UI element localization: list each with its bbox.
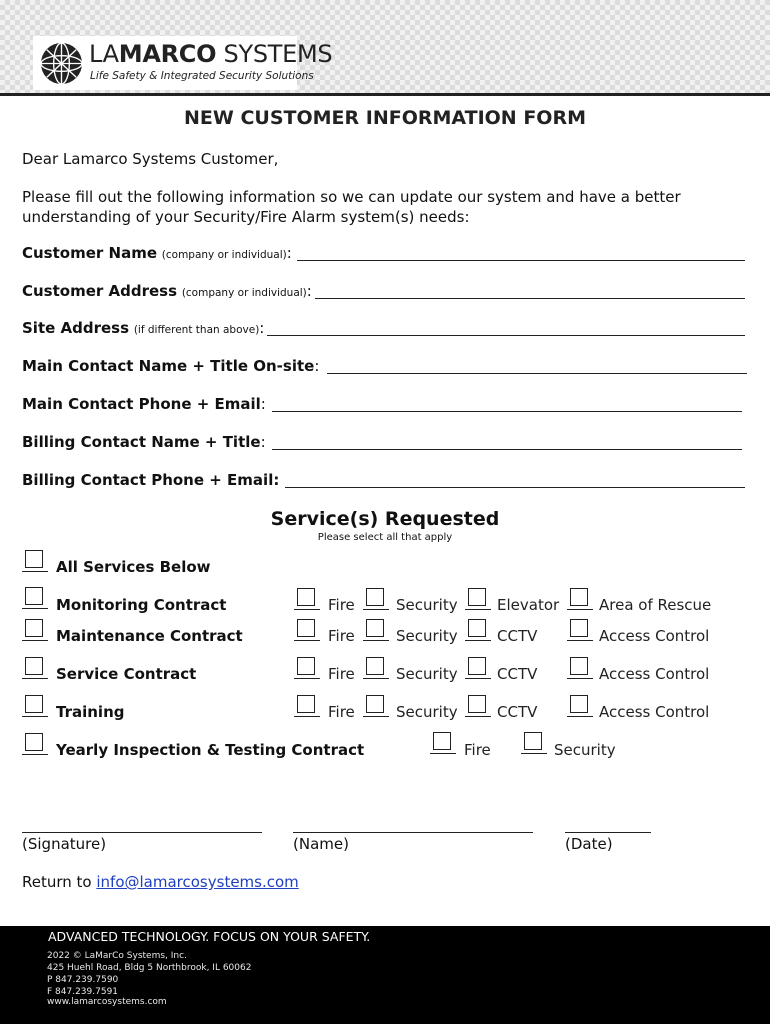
field-note: (if different than above) — [133, 324, 260, 336]
maintenance-security-checkbox[interactable] — [366, 619, 384, 637]
option-label: CCTV — [497, 703, 538, 721]
service-cctv-checkbox[interactable] — [468, 657, 486, 675]
services-title: Service(s) Requested — [270, 508, 500, 530]
option-label: Security — [554, 741, 616, 759]
form-title: NEW CUSTOMER INFORMATION FORM — [184, 107, 586, 129]
service-contract-checkbox[interactable] — [25, 657, 43, 675]
yearly-security-checkbox[interactable] — [524, 732, 542, 750]
main-contact-name-input[interactable] — [327, 357, 747, 374]
footer-address: 425 Huehl Road, Bldg 5 Northbrook, IL 60062 — [47, 963, 252, 973]
billing-contact-name-input[interactable] — [272, 433, 742, 450]
footer-copyright: 2022 © LaMarCo Systems, Inc. — [47, 951, 187, 961]
customer-name-input[interactable] — [297, 244, 745, 261]
option-label: CCTV — [497, 665, 538, 683]
yearly-inspection-label: Yearly Inspection & Testing Contract — [56, 741, 365, 759]
maintenance-access-control-checkbox[interactable] — [570, 619, 588, 637]
option-label: Access Control — [599, 703, 710, 721]
yearly-fire-checkbox[interactable] — [433, 732, 451, 750]
monitoring-area-of-rescue-checkbox[interactable] — [570, 588, 588, 606]
option-label: Security — [396, 665, 458, 683]
footer-phone: P 847.239.7590 — [47, 975, 119, 985]
all-services-checkbox[interactable] — [25, 550, 43, 568]
training-label: Training — [56, 703, 125, 721]
training-access-control-checkbox[interactable] — [570, 695, 588, 713]
maintenance-contract-checkbox[interactable] — [25, 619, 43, 637]
training-security-checkbox[interactable] — [366, 695, 384, 713]
greeting-text: Dear Lamarco Systems Customer, — [22, 150, 279, 168]
option-label: CCTV — [497, 627, 538, 645]
all-services-label: All Services Below — [56, 558, 211, 576]
monitoring-contract-label: Monitoring Contract — [56, 596, 227, 614]
field-note: (company or individual) — [161, 249, 287, 261]
footer-fax: F 847.239.7591 — [47, 987, 119, 997]
field-label: Customer Address — [22, 282, 178, 300]
service-access-control-checkbox[interactable] — [570, 657, 588, 675]
footer — [0, 926, 770, 1024]
customer-address-input[interactable] — [315, 282, 745, 299]
field-customer-name: Customer Name (company or individual): — [22, 244, 292, 262]
field-site-address: Site Address (if different than above): — [22, 319, 265, 337]
field-label: Billing Contact Name + Title — [22, 433, 261, 451]
field-label: Billing Contact Phone + Email: — [22, 471, 280, 489]
option-label: Fire — [464, 741, 491, 759]
footer-website: www.lamarcosystems.com — [47, 997, 167, 1007]
maintenance-fire-checkbox[interactable] — [297, 619, 315, 637]
yearly-inspection-checkbox[interactable] — [25, 733, 43, 751]
option-label: Fire — [328, 703, 355, 721]
monitoring-security-checkbox[interactable] — [366, 588, 384, 606]
option-label: Access Control — [599, 627, 710, 645]
option-label: Fire — [328, 665, 355, 683]
service-contract-label: Service Contract — [56, 665, 197, 683]
option-label: Fire — [328, 596, 355, 614]
logo-wordmark: LAMARCO SYSTEMS — [89, 40, 333, 68]
field-label: Customer Name — [22, 244, 157, 262]
monitoring-contract-checkbox[interactable] — [25, 587, 43, 605]
name-input[interactable] — [293, 830, 533, 833]
company-logo — [33, 36, 333, 90]
site-address-input[interactable] — [267, 319, 745, 336]
service-security-checkbox[interactable] — [366, 657, 384, 675]
signature-label: (Signature) — [22, 835, 107, 853]
main-contact-phone-input[interactable] — [272, 395, 742, 412]
field-main-contact-phone: Main Contact Phone + Email: — [22, 395, 266, 413]
field-customer-address: Customer Address (company or individual): — [22, 282, 312, 300]
date-input[interactable] — [565, 830, 651, 833]
field-main-contact-name: Main Contact Name + Title On-site: — [22, 357, 320, 375]
signature-input[interactable] — [22, 830, 262, 833]
field-billing-contact-phone — [22, 471, 279, 489]
name-label: (Name) — [293, 835, 349, 853]
option-label: Security — [396, 703, 458, 721]
monitoring-elevator-checkbox[interactable] — [468, 588, 486, 606]
email-link[interactable]: info@lamarcosystems.com — [96, 873, 299, 891]
field-note: (company or individual) — [181, 287, 307, 299]
option-label: Elevator — [497, 596, 560, 614]
maintenance-contract-label: Maintenance Contract — [56, 627, 243, 645]
option-label: Security — [396, 596, 458, 614]
field-billing-contact-name: Billing Contact Name + Title: — [22, 433, 266, 451]
intro-text: Please fill out the following information so we can update our system and have a better understanding of your Security/Fire Alarm system(s) needs: — [22, 188, 681, 226]
billing-contact-phone-input[interactable] — [285, 471, 745, 488]
service-fire-checkbox[interactable] — [297, 657, 315, 675]
training-fire-checkbox[interactable] — [297, 695, 315, 713]
option-label: Access Control — [599, 665, 710, 683]
field-label: Main Contact Name + Title On-site — [22, 357, 315, 375]
footer-tagline: ADVANCED TECHNOLOGY. FOCUS ON YOUR SAFETY. — [48, 929, 371, 944]
monitoring-fire-checkbox[interactable] — [297, 588, 315, 606]
option-label: Fire — [328, 627, 355, 645]
return-instruction: Return to info@lamarcosystems.com — [22, 873, 299, 891]
training-checkbox[interactable] — [25, 695, 43, 713]
option-label: Security — [396, 627, 458, 645]
field-label: Site Address — [22, 319, 130, 337]
services-subtitle: Please select all that apply — [317, 532, 453, 543]
globe-logo-icon — [39, 41, 84, 86]
logo-tagline: Life Safety & Integrated Security Solutions — [90, 70, 314, 82]
maintenance-cctv-checkbox[interactable] — [468, 619, 486, 637]
training-cctv-checkbox[interactable] — [468, 695, 486, 713]
option-label: Area of Rescue — [599, 596, 712, 614]
field-label: Main Contact Phone + Email — [22, 395, 261, 413]
date-label: (Date) — [565, 835, 613, 853]
